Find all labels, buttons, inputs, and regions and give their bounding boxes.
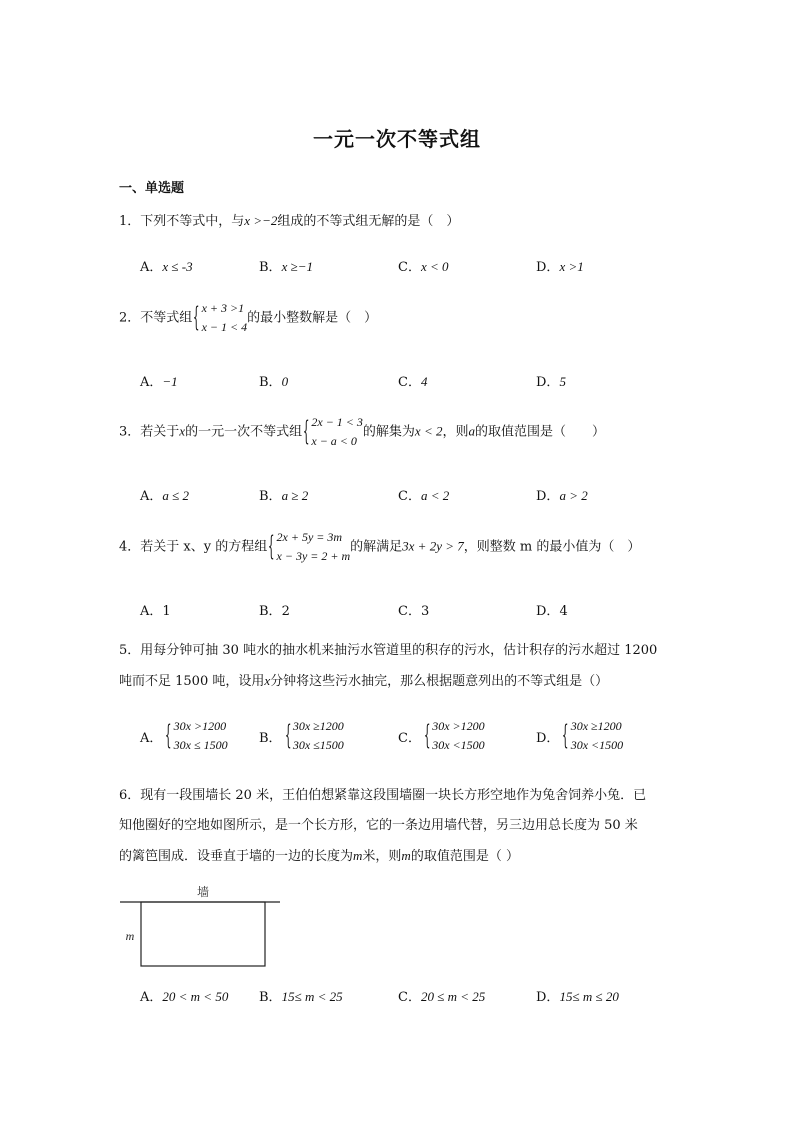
section-heading: 一、单选题 <box>119 181 185 196</box>
option-c[interactable]: C．x < 0 <box>398 259 449 275</box>
question-text: 不等式组 <box>140 310 193 326</box>
question-text: 下列不等式中，与 <box>140 214 245 229</box>
question-text: ，则整数 m 的最小值为（ ） <box>463 539 641 555</box>
question-4 <box>119 528 640 566</box>
option-d[interactable]: D．x >1 <box>536 259 584 275</box>
question-number: 2． <box>119 310 141 326</box>
option-a[interactable]: A．a ≤ 2 <box>140 488 190 504</box>
question-text: 的一元一次不等式组 <box>185 424 303 440</box>
question-5-line-2: 吨而不足 1500 吨，设用x分钟将这些污水抽完，那么根据题意列出的不等式组是（） <box>119 673 609 689</box>
math-expr: 3x + 2y > 7 <box>402 538 464 554</box>
math-expr: x >−2 <box>244 213 278 228</box>
question-number: 3． <box>119 424 141 440</box>
option-d[interactable]: D．a > 2 <box>536 488 588 504</box>
option-c[interactable]: C．4 <box>398 374 428 390</box>
question-6-line-2: 知他圈好的空地如图所示，是一个长方形，它的一条边用墙代替，另三边用总长度为 50 米 <box>119 818 638 833</box>
question-text: 的取值范围是（ ） <box>474 424 605 440</box>
question-1 <box>119 211 459 232</box>
question-text: 的解满足 <box>350 539 403 555</box>
question-text: 组成的不等式组无解的是（ ） <box>277 214 460 229</box>
option-c[interactable]: C． { 30x >1200 30x <1500 <box>398 719 485 752</box>
question-6-line-1: 6．现有一段围墙长 20 米，王伯伯想紧靠这段围墙圈一块长方形空地作为兔舍饲养小兔．已 <box>119 788 647 803</box>
inequality-system: { 2x − 1 < 3 x − a < 0 <box>302 415 363 448</box>
option-b[interactable]: B． { 30x ≥1200 30x ≤1500 <box>259 719 344 752</box>
option-c[interactable]: C．3 <box>398 604 430 619</box>
math-var: x <box>179 423 186 439</box>
option-d[interactable]: D． { 30x ≥1200 30x <1500 <box>536 719 624 752</box>
option-c[interactable]: C．20 ≤ m < 25 <box>398 989 486 1005</box>
option-b[interactable]: B．0 <box>259 374 289 390</box>
equation-system: { 2x + 5y = 3m x − 3y = 2 + m <box>268 530 351 563</box>
option-b[interactable]: B．15≤ m < 25 <box>259 989 343 1005</box>
option-a[interactable]: A．1 <box>140 604 171 619</box>
rectangle-figure <box>110 878 290 978</box>
question-number: 4． <box>119 539 141 555</box>
option-a[interactable]: A．−1 <box>140 374 178 390</box>
question-text: 若关于 x、y 的方程组 <box>140 539 268 555</box>
math-expr: x < 2 <box>414 423 443 439</box>
option-b[interactable]: B．2 <box>259 604 290 619</box>
question-5-line-1: 5．用每分钟可抽 30 吨水的抽水机来抽污水管道里的积存的污水，估计积存的污水超过 1200 <box>119 643 658 658</box>
page-title: 一元一次不等式组 <box>313 127 481 151</box>
math-var: a <box>468 423 475 439</box>
option-b[interactable]: B．a ≥ 2 <box>259 488 309 504</box>
question-2 <box>119 299 377 337</box>
option-a[interactable]: A．20 < m < 50 <box>140 989 229 1005</box>
option-c[interactable]: C．a < 2 <box>398 488 450 504</box>
question-6-line-3: 的篱笆围成．设垂直于墙的一边的长度为m米，则m的取值范围是（ ） <box>119 848 519 864</box>
question-text: 的最小整数解是（ ） <box>247 310 378 326</box>
question-text: ，则 <box>442 424 469 440</box>
option-b[interactable]: B．x ≥−1 <box>259 259 313 275</box>
side-label: m <box>125 929 135 943</box>
question-number: 1． <box>119 214 141 229</box>
inequality-system: { x + 3 >1 x − 1 < 4 <box>193 301 248 334</box>
question-text: 若关于 <box>140 424 180 440</box>
rectangle <box>141 902 265 966</box>
option-d[interactable]: D．15≤ m ≤ 20 <box>536 989 619 1005</box>
option-a[interactable]: A． { 30x >1200 30x ≤ 1500 <box>140 719 228 752</box>
question-3 <box>119 413 605 451</box>
option-a[interactable]: A．x ≤ -3 <box>140 259 193 275</box>
wall-label: 墙 <box>196 885 210 899</box>
option-d[interactable]: D．4 <box>536 604 568 619</box>
question-text: 的解集为 <box>362 424 415 440</box>
option-d[interactable]: D．5 <box>536 374 566 390</box>
